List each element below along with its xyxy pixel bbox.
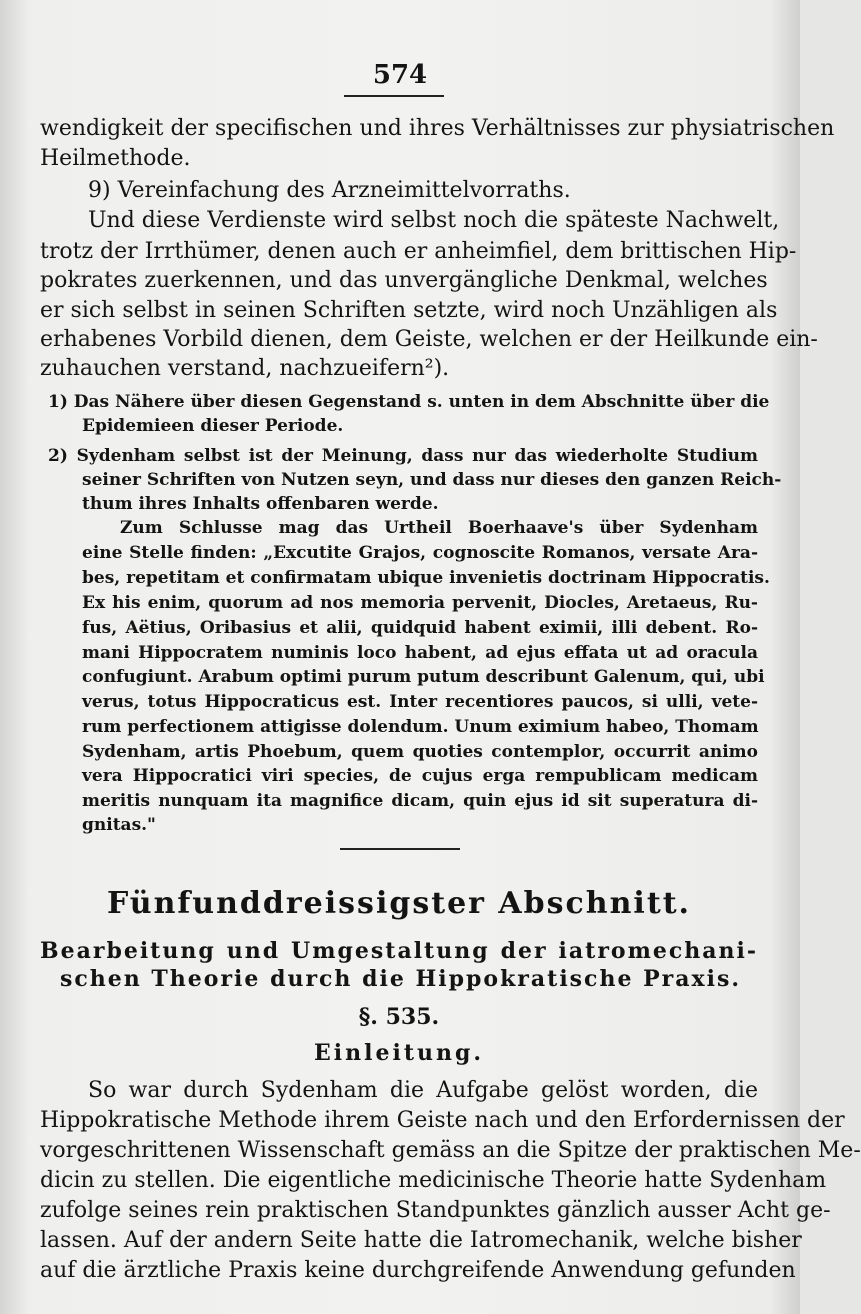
quote-line: mani Hippocratem numinis loco habent, ad ejus effata ut ad oracula [82,643,758,663]
quote-line: fus, Aëtius, Oribasius et alii, quidquid habent eximii, illi debent. Ro- [82,618,758,638]
paragraph-mark: §. 535. [358,1004,440,1030]
text-line: erhabenes Vorbild dienen, dem Geiste, welchen er der Heilkunde ein- [40,327,818,352]
section-subtitle: Bearbeitung und Umgestaltung der iatromechani- [40,938,758,964]
quote-line: meritis nunquam ita magnifice dicam, quin ejus id sit superatura di- [82,791,758,811]
text-line: Hippokratische Methode ihrem Geiste nach und den Erfordernissen der [40,1108,845,1133]
text-line: So war durch Sydenham die Aufgabe gelöst worden, die [88,1078,758,1103]
quote-line: confugiunt. Arabum optimi purum putum describunt Galenum, qui, ubi [82,667,765,687]
footnote-2-line: 2) Sydenham selbst ist der Meinung, dass nur das wiederholte Studium [48,446,758,466]
quote-line: Ex his enim, quorum ad nos memoria pervenit, Diocles, Aretaeus, Ru- [82,593,758,613]
text-line: dicin zu stellen. Die eigentliche medicinische Theorie hatte Sydenham [40,1168,827,1193]
quote-line: verus, totus Hippocraticus est. Inter recentiores paucos, si ulli, vete- [82,692,758,712]
quote-line: bes, repetitam et confirmatam ubique invenietis doctrinam Hippocratis. [82,568,770,588]
text-line: er sich selbst in seinen Schriften setzte, wird noch Unzähligen als [40,298,778,323]
text-line: Heilmethode. [40,146,191,171]
text-line: zufolge seines rein praktischen Standpunktes gänzlich ausser Acht ge- [40,1198,831,1223]
list-point-9: 9) Vereinfachung des Arzneimittelvorraths. [88,178,571,203]
quote-line: Sydenham, artis Phoebum, quem quoties contemplor, occurrit animo [82,742,758,762]
text-line: auf die ärztliche Praxis keine durchgreifende Anwendung gefunden [40,1258,796,1283]
section-subtitle: schen Theorie durch die Hippokratische Praxis. [60,966,742,992]
text-line: pokrates zuerkennen, und das unvergängliche Denkmal, welches [40,268,768,293]
footnote-1-line: Epidemieen dieser Periode. [82,416,344,436]
quote-line: vera Hippocratici viri species, de cujus erga rempublicam medicam [82,766,758,786]
footnote-2-line: seiner Schriften von Nutzen seyn, und dass nur dieses den ganzen Reich- [82,470,782,490]
page-number: 574 [372,60,428,90]
text-line: zuhauchen verstand, nachzueifern²). [40,356,450,381]
quote-line: gnitas." [82,815,156,835]
quote-line: eine Stelle finden: „Excutite Grajos, cognoscite Romanos, versate Ara- [82,543,758,563]
text-line: trotz der Irrthümer, denen auch er anheimfiel, dem brittischen Hip- [40,239,797,264]
footnote-1-line: 1) Das Nähere über diesen Gegenstand s. unten in dem Abschnitte über die [48,392,770,412]
text-line: wendigkeit der specifischen und ihres Verhältnisses zur physiatrischen [40,116,835,141]
page-number-rule [344,95,444,97]
text-line: Und diese Verdienste wird selbst noch die späteste Nachwelt, [88,208,780,233]
text-line: lassen. Auf der andern Seite hatte die Iatromechanik, welche bisher [40,1228,802,1253]
quote-line: Zum Schlusse mag das Urtheil Boerhaave's über Sydenham [120,518,758,538]
section-heading: Fünfunddreissigster Abschnitt. [107,886,691,921]
footnote-2-line: thum ihres Inhalts offenbaren werde. [82,494,439,514]
text-line: vorgeschrittenen Wissenschaft gemäss an die Spitze der praktischen Me- [40,1138,861,1163]
section-separator [340,848,460,850]
quote-line: rum perfectionem attigisse dolendum. Unum eximium habeo, Thomam [82,717,759,737]
intro-heading: Einleitung. [313,1040,485,1066]
